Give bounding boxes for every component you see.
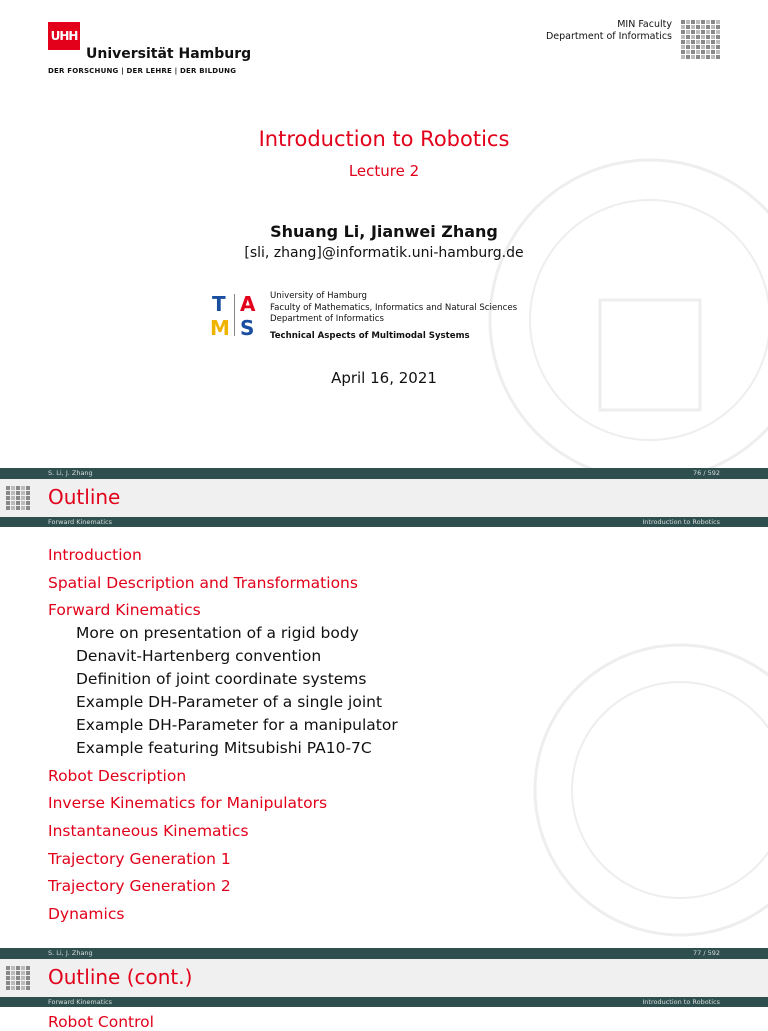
outline-subsection-item[interactable]: Denavit-Hartenberg convention	[76, 647, 322, 666]
presentation-date: April 16, 2021	[331, 369, 437, 387]
frame-title-row-slide76	[0, 479, 768, 517]
tams-text	[270, 291, 517, 342]
tams-line3: Department of Informatics	[270, 314, 384, 324]
outline-subsection-item[interactable]: Example DH-Parameter for a manipulator	[76, 716, 398, 735]
university-seal-watermark	[480, 150, 768, 468]
section-name: Forward Kinematics	[48, 518, 113, 526]
outline-section-item[interactable]: Trajectory Generation 1	[48, 849, 231, 868]
university-seal-watermark	[490, 640, 768, 940]
min-logo-small	[6, 486, 30, 510]
section-bar-slide76	[0, 517, 768, 527]
tams-line1: University of Hamburg	[270, 291, 367, 301]
section-bar-slide77	[0, 997, 768, 1007]
tams-logo	[210, 292, 260, 340]
outline-section-item[interactable]: Robot Control	[48, 1013, 154, 1031]
outline-section-item[interactable]: Robot Description	[48, 766, 187, 785]
footer-authors: S. Li, J. Zhang	[48, 949, 93, 957]
tams-letter-a: A	[240, 292, 256, 316]
outline-subsection-item[interactable]: Example featuring Mitsubishi PA10-7C	[76, 739, 372, 758]
faculty-line1: MIN Faculty	[617, 19, 672, 30]
min-faculty-logo	[681, 20, 720, 59]
faculty-line2: Department of Informatics	[545, 31, 672, 42]
title-slide	[0, 0, 768, 468]
outline-section-item[interactable]: Forward Kinematics	[48, 601, 201, 620]
outline-section-item[interactable]: Spatial Description and Transformations	[48, 573, 358, 592]
outline-section-item[interactable]: Introduction	[48, 546, 142, 564]
footer-bar-slide77	[0, 948, 768, 959]
course-name: Introduction to Robotics	[642, 518, 720, 526]
outline-section-item[interactable]: Instantaneous Kinematics	[48, 822, 249, 840]
outline-section-item[interactable]: Dynamics	[48, 904, 125, 923]
course-name: Introduction to Robotics	[642, 998, 720, 1006]
tams-line2: Faculty of Mathematics, Informatics and Natural Sciences	[270, 302, 518, 313]
footer-page-number: 76 / 592	[693, 469, 720, 477]
tams-letter-t: T	[212, 292, 226, 316]
frame-title-row-slide77	[0, 959, 768, 997]
section-name: Forward Kinematics	[48, 998, 113, 1006]
author-email[interactable]: [sli, zhang]@informatik.uni-hamburg.de	[244, 245, 524, 261]
outline-subsection-item[interactable]: Example DH-Parameter of a single joint	[76, 693, 383, 712]
outline-subsection-item[interactable]: More on presentation of a rigid body	[76, 624, 359, 643]
university-name: Universität Hamburg	[86, 46, 252, 62]
outline-subsection-item[interactable]: Definition of joint coordinate systems	[76, 670, 367, 689]
footer-authors: S. Li, J. Zhang	[48, 469, 93, 477]
authors: Shuang Li, Jianwei Zhang	[270, 222, 498, 241]
faculty-label	[546, 19, 672, 43]
university-tagline: DER FORSCHUNG | DER LEHRE | DER BILDUNG	[48, 67, 237, 75]
uhh-logo-mark: UHH	[48, 22, 80, 50]
frame-title: Outline (cont.)	[48, 965, 193, 989]
lecture-number: Lecture 2	[348, 162, 420, 180]
tams-letter-s: S	[240, 316, 255, 340]
presentation-title: Introduction to Robotics	[258, 127, 510, 151]
min-logo-small	[6, 966, 30, 990]
frame-title: Outline	[48, 485, 121, 509]
tams-divider	[234, 294, 235, 336]
outline-section-item[interactable]: Inverse Kinematics for Manipulators	[48, 794, 328, 813]
outline-section-item[interactable]: Trajectory Generation 2	[48, 877, 231, 896]
tams-line4: Technical Aspects of Multimodal Systems	[270, 330, 470, 341]
footer-bar-slide76	[0, 468, 768, 479]
tams-letter-m: M	[210, 316, 230, 340]
footer-page-number: 77 / 592	[693, 949, 720, 957]
